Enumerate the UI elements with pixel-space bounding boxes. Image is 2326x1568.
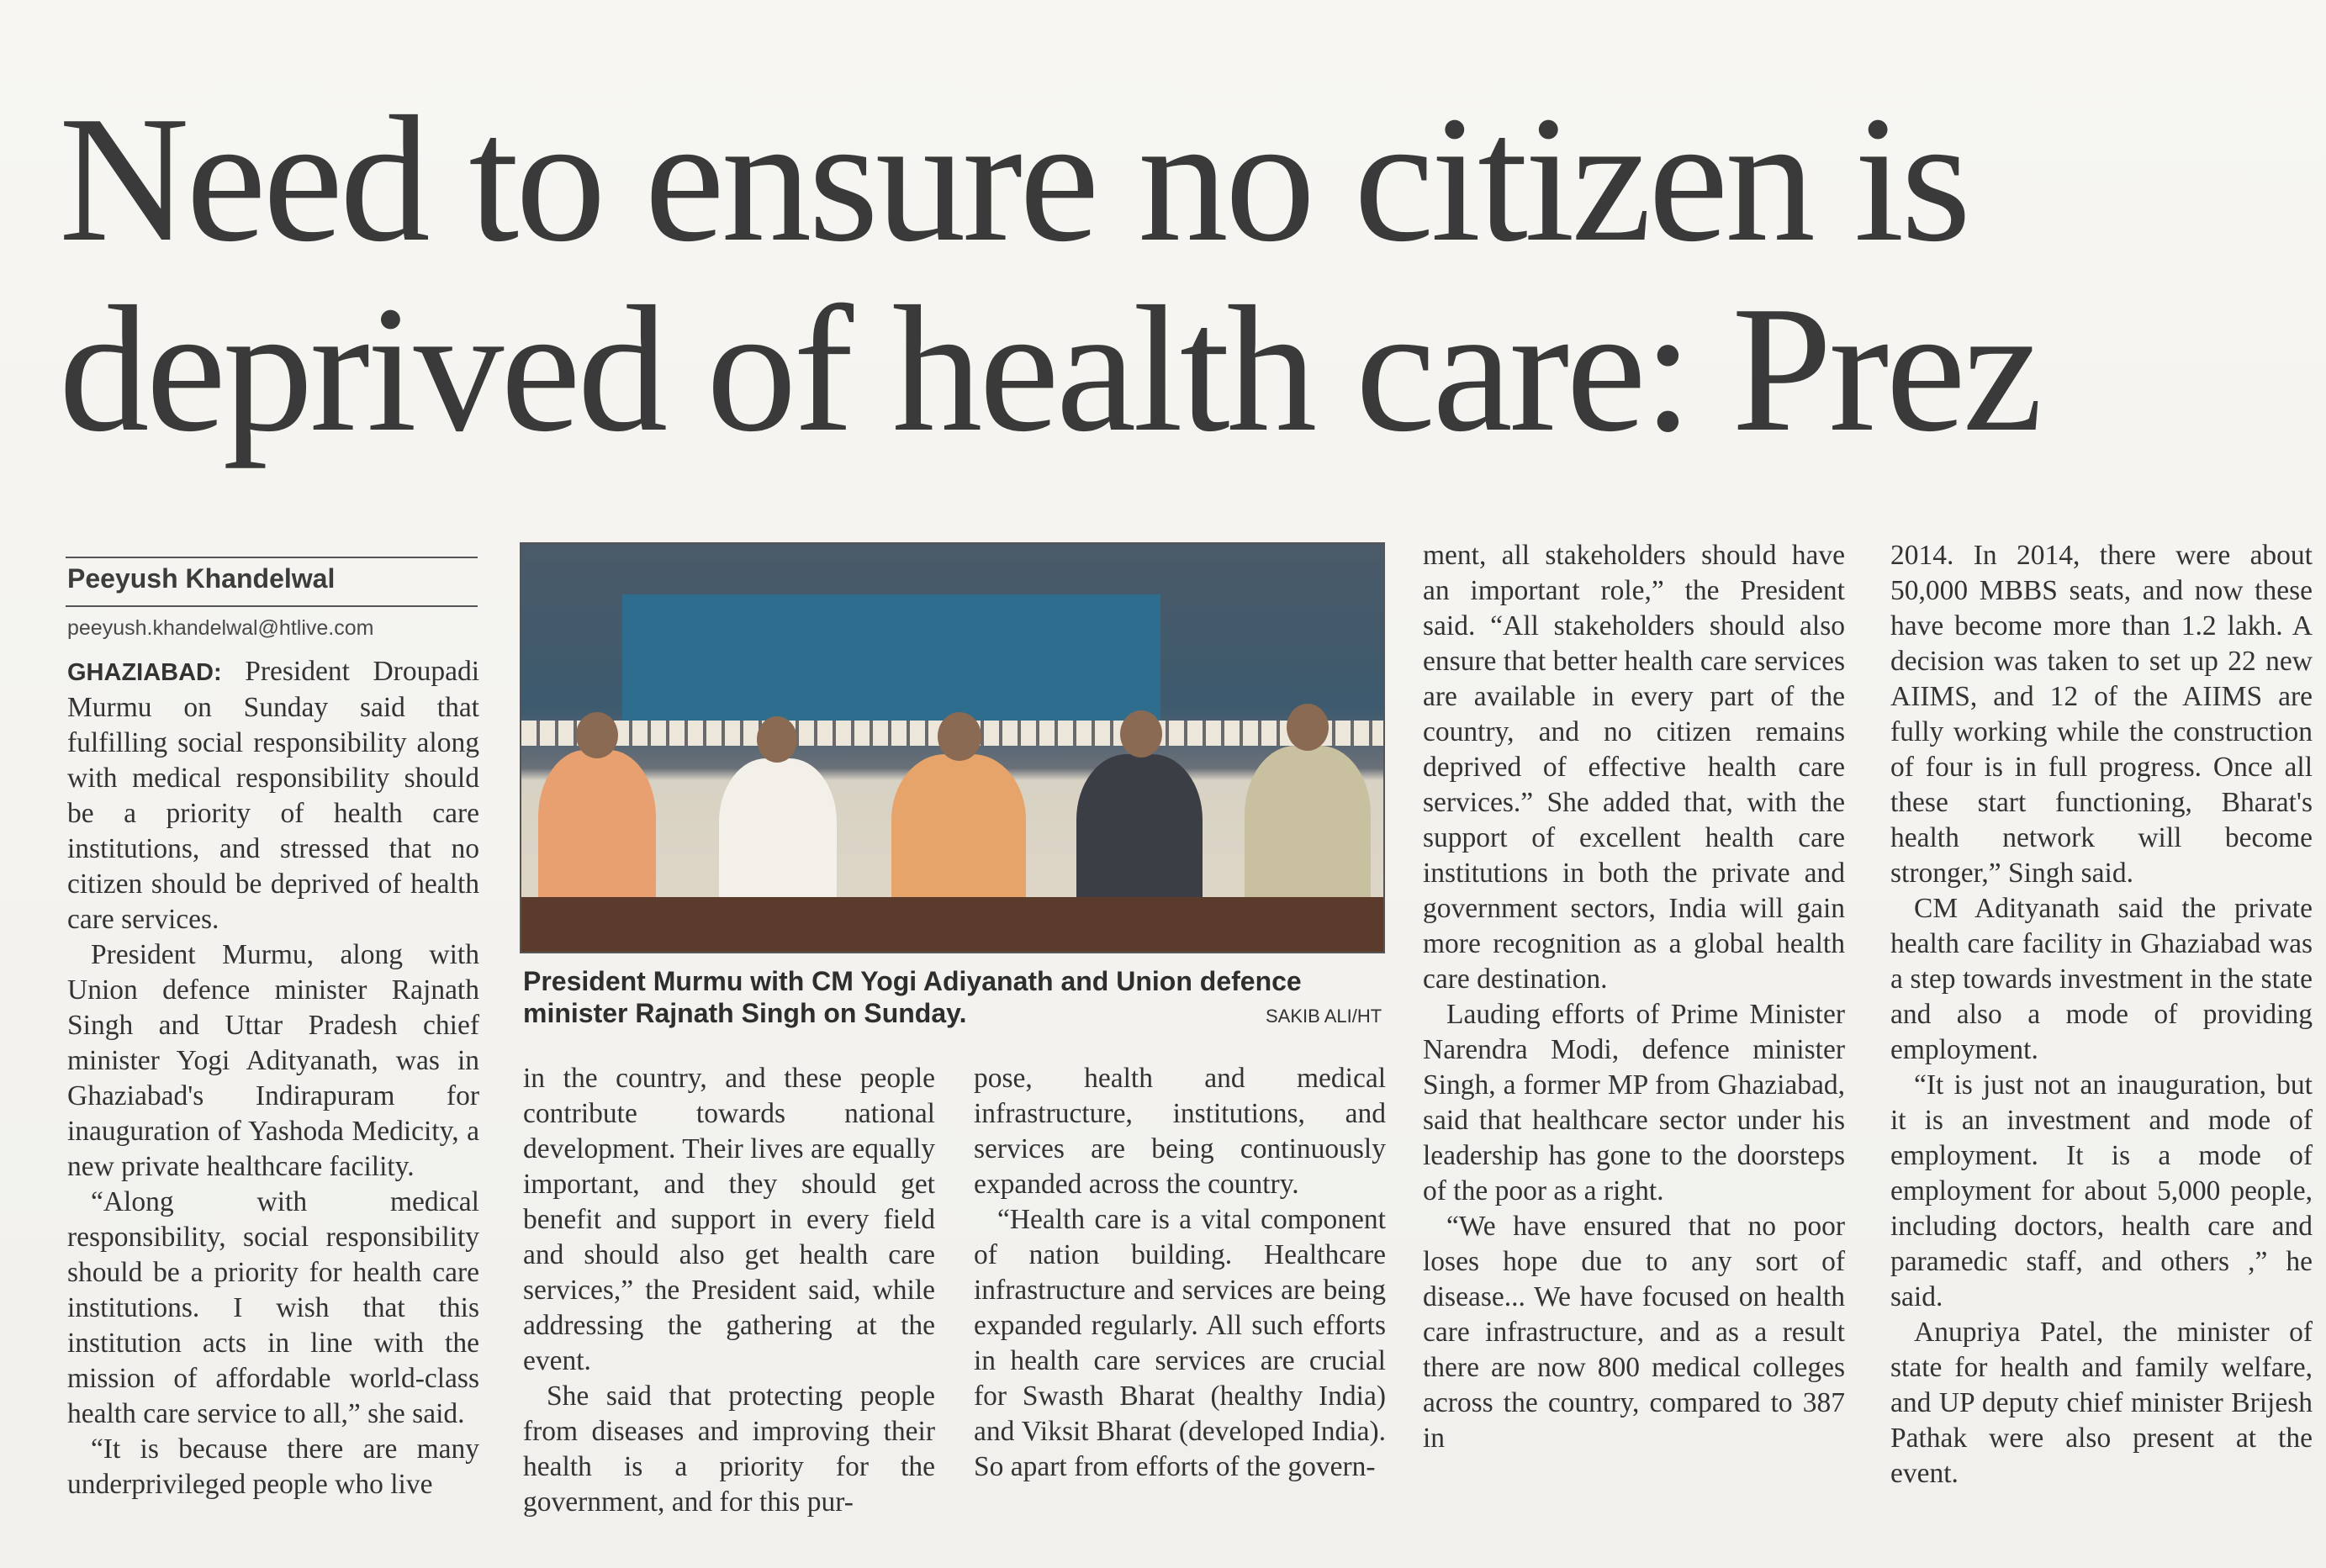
paragraph: CM Adityanath said the private health care facility in Ghaziabad was a step towards investment in the state and also a mode of providing employment.	[1890, 893, 2313, 1065]
headline-line-2: deprived of health care: Prez	[59, 268, 2040, 469]
person-head	[1287, 704, 1329, 751]
paragraph: Lauding efforts of Prime Minister Narendra Modi, defence minister Singh, a former MP from Ghaziabad, said that healthcare sector under his leadership has gone to the doorsteps of the poor as a right.	[1423, 999, 1845, 1206]
person-figure	[719, 758, 837, 918]
paragraph: “It is just not an inauguration, but it is an investment and mode of employment. It is a mode of employment for about 5,000 people, including doctors, health care and paramedic staff, and others ,” he said.	[1890, 1069, 2313, 1312]
stage-screen	[622, 594, 1160, 721]
news-photo	[520, 542, 1385, 953]
stage-table	[521, 897, 1383, 952]
paragraph: “We have ensured that no poor loses hope due to any sort of disease... We have focused on health care infrastructure, and as a result there are now 800 medical colleges across the country, compared to 387 in	[1423, 1211, 1845, 1454]
person-figure	[1245, 746, 1371, 918]
headline-line-1: Need to ensure no citizen is	[59, 78, 1969, 279]
paragraph: “Health care is a vital component of nation building. Healthcare infrastructure and services are being expanded regularly. All such efforts in health care services are crucial for Swasth Bharat (healthy India) and Viksit Bharat (developed India). So apart from efforts of the govern-	[974, 1204, 1386, 1482]
paragraph: in the country, and these people contribute towards national development. Their lives are equally important, and they should get benefit and support in every field and should also get health care services,” the President said, while addressing the gathering at the event.	[523, 1063, 935, 1376]
paragraph: “Along with medical responsibility, social responsibility should be a priority for health care institutions. I wish that this institution acts in line with the mission of affordable world-class health care service to all,” she said.	[67, 1186, 479, 1429]
photo-caption: President Murmu with CM Yogi Adiyanath and Union defence minister Rajnath Singh on Sunday.	[523, 966, 1302, 1028]
person-head	[757, 716, 797, 763]
article-column-3	[974, 1061, 1386, 1485]
byline-bottom-rule	[66, 605, 478, 607]
paragraph: pose, health and medical infrastructure, institutions, and services are being continuously expanded across the country.	[974, 1063, 1386, 1200]
article-column-1	[67, 654, 479, 1502]
byline-email: peeyush.khandelwal@htlive.com	[67, 616, 374, 640]
paragraph: President Murmu, along with Union defence minister Rajnath Singh and Uttar Pradesh chief minister Yogi Adityanath, was in Ghaziabad's Indirapuram for inauguration of Yashoda Medicity, a new private healthcare facility.	[67, 939, 479, 1182]
person-head	[938, 712, 981, 761]
paragraph: ment, all stakeholders should have an important role,” the President said. “All stakeholders should also ensure that better health care services are available in every part of the country, and no citizen remains deprived of effective health care services.” She added that, with the support of excellent health care institutions in both the private and government sectors, India will gain more recognition as a global health care destination.	[1423, 540, 1845, 995]
byline-name: Peeyush Khandelwal	[67, 563, 336, 594]
person-figure	[891, 754, 1026, 918]
paragraph: Anupriya Patel, the minister of state for health and family welfare, and UP deputy chief minister Brijesh Pathak were also present at the event.	[1890, 1317, 2313, 1489]
headline	[59, 78, 2313, 469]
paragraph: “It is because there are many underprivileged people who live	[67, 1433, 479, 1500]
photo-credit: SAKIB ALI/HT	[1266, 1006, 1382, 1027]
paragraph: She said that protecting people from diseases and improving their health is a priority for the government, and for this pur-	[523, 1381, 935, 1518]
byline-top-rule	[66, 557, 478, 558]
article-column-2	[523, 1061, 935, 1520]
person-head	[576, 712, 618, 758]
article-column-5	[1890, 538, 2313, 1491]
person-head	[1120, 710, 1162, 758]
article-column-4	[1423, 538, 1845, 1456]
dateline: GHAZIABAD:	[67, 659, 222, 686]
person-figure	[1076, 754, 1203, 918]
paragraph: 2014. In 2014, there were about 50,000 MBBS seats, and now these have become more than 1.2 lakh. A decision was taken to set up 22 new AIIMS, and 12 of the AIIMS are fully working while the construction of four is in full progress. Once all these start functioning, Bharat's health network will become stronger,” Singh said.	[1890, 540, 2313, 889]
person-figure	[538, 750, 656, 918]
paragraph: President Droupadi Murmu on Sunday said that fulfilling social responsibility along with medical responsibility should be a priority of health care institutions, and stressed that no citizen should be deprived of health care services.	[67, 656, 480, 935]
